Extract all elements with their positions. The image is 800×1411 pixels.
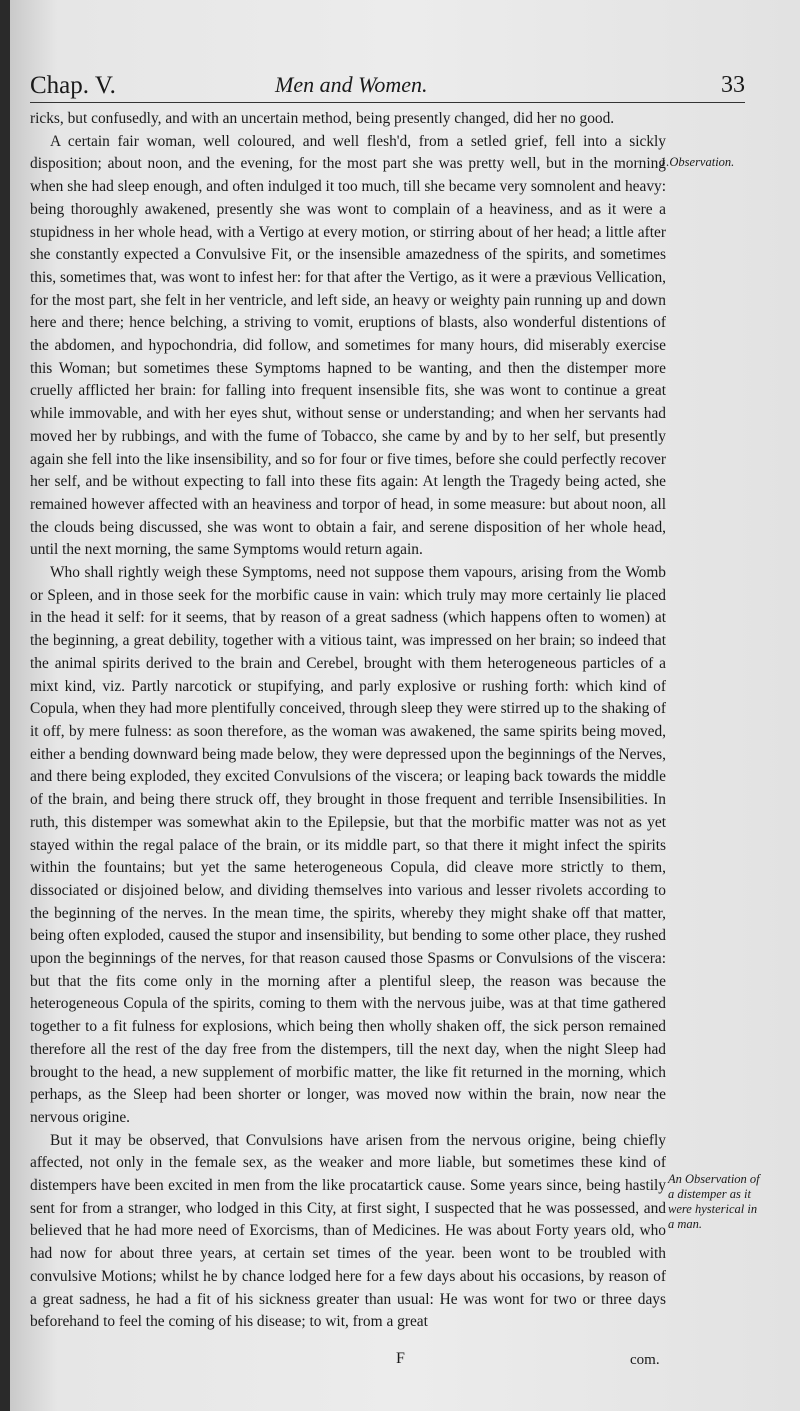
paragraph: But it may be observed, that Convulsions have arisen from the nervous origine, being chiefly affected, not only in the female sex, as the weaker and more liable, but sometimes these kind of distempers have been excited in men from the like procatartick cause. Some years since, being hastily sent for from a stranger, who lodged in this City, at first sight, I suspected that he was possessed, and believed that he had more need of Exorcisms, than of Medicines. He was about Forty years old, who had now for about three years, at certain set times of the year. been wont to be troubled with convulsive Motions; whilst he by chance lodged here for a few days about his occasions, by reason of a great sadness, he had a fit of his sickness greater than usual: He was wont for two or three days beforehand to feel the coming of his disease; to wit, from a great	[30, 1131, 666, 1331]
running-title: Men and Women.	[275, 72, 428, 97]
body-text	[30, 108, 666, 1334]
margin-note-observation-1: 1.Observation.	[660, 155, 735, 169]
running-header	[30, 72, 745, 103]
book-page	[10, 0, 800, 1411]
chapter-label: Chap. V.	[30, 72, 116, 99]
paragraph: A certain fair woman, well coloured, and well flesh'd, from a setled grief, fell into a sickly disposition; about noon, and the evening, for the most part she was pretty well, but in the morning when she had sleep enough, and often indulged it too much, till she became very somnolent and heavy: being thoroughly awakened, presently she was wont to complain of a heaviness, and as it were a stupidness in her whole head, with a Vertigo at every motion, or stirring about of her head; a little after she constantly expected a Convulsive Fit, or the insensible amazedness of the spirits, and sometimes this, sometimes that, was wont to infest her: for that after the Vertigo, as it were a prævious Vellication, for the most part, she felt in her ventricle, and left side, an heavy or weighty pain running up and down here and there; hence belching, a striving to vomit, eruptions of blasts, also wonderful distentions of the abdomen, and hypochondria, did follow, and sometimes for many hours, did miserably exercise this Woman; but sometimes these Symptoms hapned to be wanting, and then the distemper more cruelly afflicted her brain: for falling into frequent insensible fits, she was wont to continue a great while immovable, and with her eyes shut, without sense or understanding; and when her servants had moved her by rubbings, and with the fume of Tobacco, she came by and by to her self, but presently again she fell into the like insensibility, and so for four or five times, before she could perfectly recover her self, and be without expecting to fall into these fits again: At length the Tragedy being acted, she remained however affected with an heaviness and torpor of head, in some measure: but about noon, all the clouds being discussed, she was wont to obtain a fair, and serene disposition of her whole head, until the next morning, the same Symptoms would return again.	[30, 132, 666, 559]
page-number: 33	[721, 72, 745, 98]
paragraph: ricks, but confusedly, and with an uncertain method, being presently changed, did her no good.	[30, 110, 615, 127]
signature-mark: F	[396, 1350, 405, 1367]
margin-note-observation-2: An Observation of a distemper as it were hysterical in a man.	[668, 1172, 760, 1231]
paragraph: Who shall rightly weigh these Symptoms, need not suppose them vapours, arising from the Womb or Spleen, and in those seek for the morbific cause in vain: which truly may more certainly lie placed in the head it self: for it seems, that by reason of a great sadness (which happens often to women) at the beginning, a great debility, together with a vitious taint, was impressed on her brain; so indeed that the animal spirits derived to the brain and Cerebel, brought with them heterogeneous particles of a mixt kind, viz. Partly narcotick or stupifying, and parly explosive or rushing forth: which kind of Copula, when they had more plentifully conceived, through sleep they were stirred up to the shaking of it off, by mere fulness: as soon therefore, as the woman was awakened, the same spirits being moved, either a bending downward being made below, they were depressed upon the beginnings of the Nerves, and there being exploded, they excited Convulsions of the viscera; or leaping back towards the middle of the brain, and being there struck off, they brought in those frequent and terrible Insensibilities. In ruth, this distemper was somewhat akin to the Epilepsie, but that the morbific matter was not as yet stayed within the regal palace of the brain, or its middle part, so that there it might infect the spirits within the fountains; but yet the same heterogeneous Copula, did cleave more strictly to them, dissociated or disjoined below, and dividing themselves into various and lesser rivolets according to the beginning of the nerves. In the mean time, the spirits, whereby they might shake off that matter, being often exploded, caused the stupor and insensibility, but bending to some other place, they rushed upon the beginnings of the nerves, for that reason caused those Spasms or Convulsions of the viscera: but that the fits come only in the morning after a plentiful sleep, the reason was because the heterogeneous Copula of the spirits, coming to them with the nervous juibe, was at that time gathered together to a fit fulness for explosions, which being then wholly shaken off, the sick person remained therefore all the rest of the day free from the distempers, till the next day, when the night Sleep had brought to the head, a new supplement of morbific matter, the like fit returned in the morning, which perhaps, as the Sleep had been shorter or longer, was moved now within the brain, now near the nervous origine.	[30, 564, 666, 1126]
catchword: com.	[630, 1352, 660, 1368]
